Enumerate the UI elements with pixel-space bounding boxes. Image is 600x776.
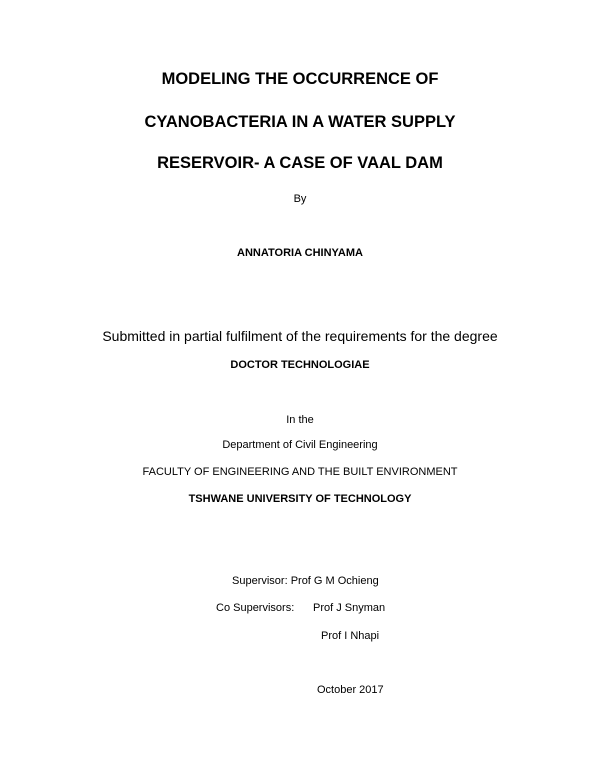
university-name: TSHWANE UNIVERSITY OF TECHNOLOGY (188, 493, 412, 505)
co-supervisor-2: Prof I Nhapi (321, 630, 380, 642)
thesis-title-line-3: RESERVOIR- A CASE OF VAAL DAM (157, 154, 443, 172)
submission-date: October 2017 (317, 684, 384, 696)
department-name: Department of Civil Engineering (222, 439, 378, 451)
faculty-name: FACULTY OF ENGINEERING AND THE BUILT ENVIRONMENT (142, 466, 458, 478)
by-label: By (293, 193, 307, 205)
in-the-label: In the (286, 414, 314, 426)
thesis-title-line-1: MODELING THE OCCURRENCE OF (161, 70, 439, 88)
degree-name: DOCTOR TECHNOLOGIAE (230, 359, 370, 371)
author-name: ANNATORIA CHINYAMA (237, 247, 363, 259)
thesis-title-line-2: CYANOBACTERIA IN A WATER SUPPLY (144, 113, 456, 131)
supervisor-line: Supervisor: Prof G M Ochieng (232, 575, 379, 587)
co-supervisors-label: Co Supervisors: (216, 602, 295, 614)
submission-statement: Submitted in partial fulfilment of the requirements for the degree (102, 328, 498, 344)
co-supervisor-1: Prof J Snyman (313, 602, 386, 614)
